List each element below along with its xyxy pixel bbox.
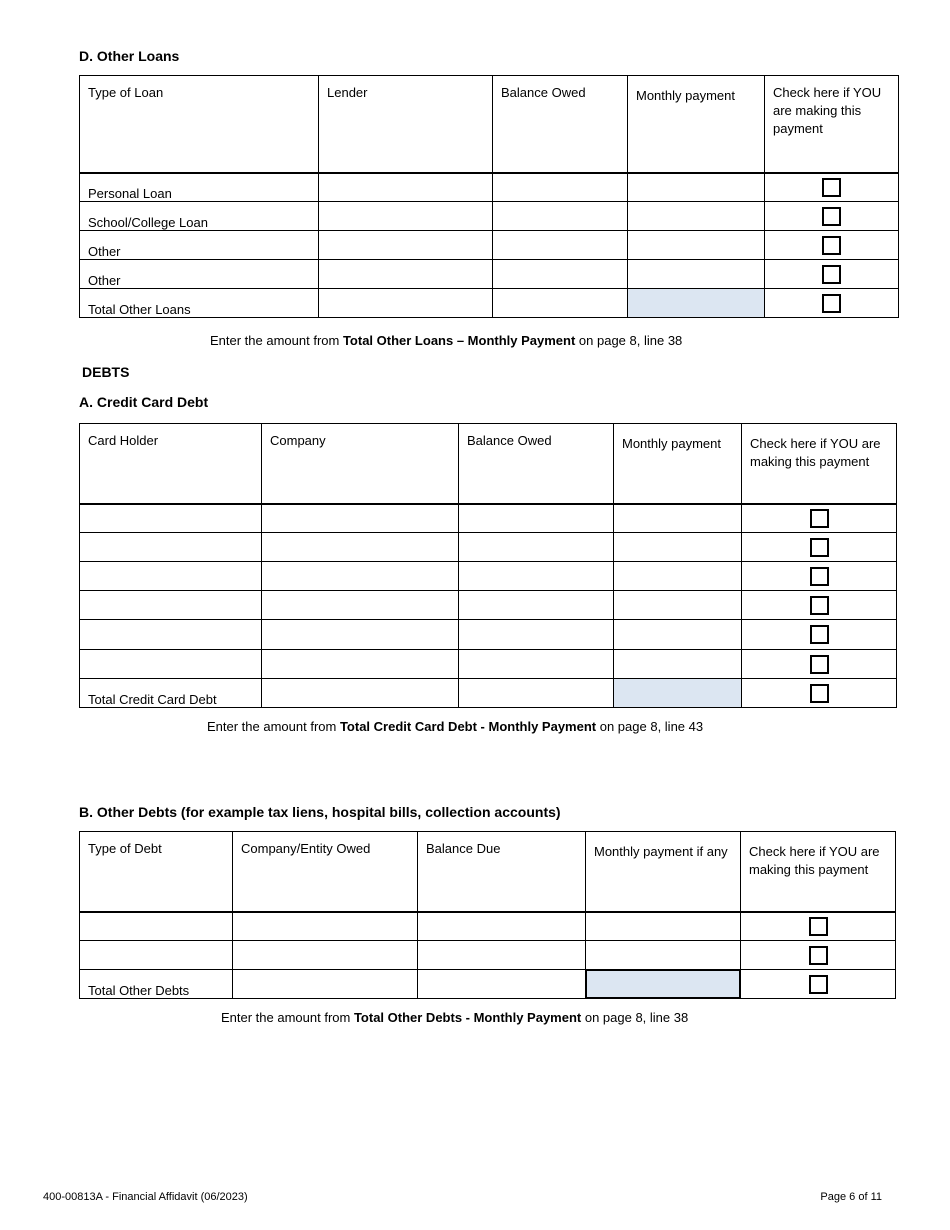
table-row bbox=[80, 620, 897, 650]
balance-cell[interactable] bbox=[459, 504, 614, 533]
balance-cell[interactable] bbox=[493, 289, 628, 318]
lender-cell[interactable] bbox=[319, 173, 493, 202]
balance-cell[interactable] bbox=[459, 650, 614, 679]
balance-cell[interactable] bbox=[459, 620, 614, 650]
other-loans-table bbox=[79, 75, 899, 318]
table-row bbox=[80, 650, 897, 679]
header-lender: Lender bbox=[319, 76, 493, 173]
table-row bbox=[80, 562, 897, 591]
monthly-payment-cell[interactable] bbox=[614, 562, 742, 591]
header-monthly-payment-if-any: Monthly payment if any bbox=[586, 832, 741, 912]
table-row bbox=[80, 912, 896, 941]
monthly-payment-cell[interactable] bbox=[628, 202, 765, 231]
card-holder-cell[interactable] bbox=[80, 650, 262, 679]
other-debts-table bbox=[79, 831, 896, 999]
total-label: Total Credit Card Debt bbox=[80, 679, 262, 708]
header-check-payment: Check here if YOU are making this payment bbox=[765, 76, 899, 173]
lender-cell[interactable] bbox=[319, 231, 493, 260]
payment-checkbox[interactable] bbox=[822, 236, 841, 255]
monthly-payment-cell[interactable] bbox=[628, 173, 765, 202]
payment-checkbox[interactable] bbox=[822, 294, 841, 313]
payment-checkbox[interactable] bbox=[810, 684, 829, 703]
other-loans-title: D. Other Loans bbox=[79, 48, 180, 64]
payment-checkbox[interactable] bbox=[809, 975, 828, 994]
company-entity-cell[interactable] bbox=[233, 912, 418, 941]
header-check-payment: Check here if YOU are making this payment bbox=[742, 424, 897, 504]
company-cell[interactable] bbox=[262, 650, 459, 679]
monthly-payment-cell[interactable] bbox=[614, 650, 742, 679]
payment-checkbox[interactable] bbox=[810, 538, 829, 557]
type-of-debt-cell[interactable] bbox=[80, 912, 233, 941]
balance-cell[interactable] bbox=[459, 591, 614, 620]
balance-cell[interactable] bbox=[459, 562, 614, 591]
type-of-debt-cell[interactable] bbox=[80, 941, 233, 970]
header-monthly-payment: Monthly payment bbox=[628, 76, 765, 173]
balance-due-cell[interactable] bbox=[418, 912, 586, 941]
header-monthly-payment: Monthly payment bbox=[614, 424, 742, 504]
balance-cell[interactable] bbox=[493, 260, 628, 289]
balance-cell[interactable] bbox=[459, 679, 614, 708]
payment-checkbox[interactable] bbox=[810, 596, 829, 615]
table-row bbox=[80, 231, 899, 260]
card-holder-cell[interactable] bbox=[80, 562, 262, 591]
company-cell[interactable] bbox=[262, 679, 459, 708]
table-row bbox=[80, 173, 899, 202]
monthly-payment-cell[interactable] bbox=[628, 231, 765, 260]
company-cell[interactable] bbox=[262, 562, 459, 591]
lender-cell[interactable] bbox=[319, 289, 493, 318]
other-debts-title: B. Other Debts (for example tax liens, hospital bills, collection accounts) bbox=[79, 804, 561, 820]
total-row bbox=[80, 289, 899, 318]
balance-due-cell[interactable] bbox=[418, 970, 586, 999]
header-company: Company bbox=[262, 424, 459, 504]
table-row bbox=[80, 591, 897, 620]
credit-card-title: A. Credit Card Debt bbox=[79, 394, 209, 410]
payment-checkbox[interactable] bbox=[809, 917, 828, 936]
balance-due-cell[interactable] bbox=[418, 941, 586, 970]
total-monthly-payment-cell[interactable] bbox=[586, 970, 741, 999]
card-holder-cell[interactable] bbox=[80, 620, 262, 650]
company-entity-cell[interactable] bbox=[233, 941, 418, 970]
total-monthly-payment-cell[interactable] bbox=[628, 289, 765, 318]
payment-checkbox[interactable] bbox=[810, 625, 829, 644]
other-loans-note: Enter the amount from Total Other Loans – Monthly Payment on page 8, line 38 bbox=[210, 333, 683, 348]
debts-heading: DEBTS bbox=[82, 364, 130, 380]
row-label: Personal Loan bbox=[80, 173, 319, 202]
balance-cell[interactable] bbox=[493, 231, 628, 260]
payment-checkbox[interactable] bbox=[822, 265, 841, 284]
company-entity-cell[interactable] bbox=[233, 970, 418, 999]
company-cell[interactable] bbox=[262, 504, 459, 533]
header-balance-owed: Balance Owed bbox=[493, 76, 628, 173]
monthly-payment-cell[interactable] bbox=[586, 912, 741, 941]
monthly-payment-cell[interactable] bbox=[614, 504, 742, 533]
table-row bbox=[80, 202, 899, 231]
page-number: Page 6 of 11 bbox=[820, 1191, 882, 1203]
monthly-payment-cell[interactable] bbox=[586, 941, 741, 970]
payment-checkbox[interactable] bbox=[810, 567, 829, 586]
total-label: Total Other Debts bbox=[80, 970, 233, 999]
company-cell[interactable] bbox=[262, 591, 459, 620]
row-label: School/College Loan bbox=[80, 202, 319, 231]
header-balance-owed: Balance Owed bbox=[459, 424, 614, 504]
card-holder-cell[interactable] bbox=[80, 504, 262, 533]
credit-card-table bbox=[79, 423, 897, 708]
total-monthly-payment-cell[interactable] bbox=[614, 679, 742, 708]
monthly-payment-cell[interactable] bbox=[614, 533, 742, 562]
card-holder-cell[interactable] bbox=[80, 533, 262, 562]
header-type-of-loan: Type of Loan bbox=[80, 76, 319, 173]
table-row bbox=[80, 504, 897, 533]
form-id: 400-00813A - Financial Affidavit (06/2023) bbox=[43, 1191, 248, 1203]
credit-card-note: Enter the amount from Total Credit Card Debt - Monthly Payment on page 8, line 43 bbox=[207, 719, 704, 734]
table-row bbox=[80, 941, 896, 970]
row-label: Other bbox=[80, 260, 319, 289]
monthly-payment-cell[interactable] bbox=[614, 620, 742, 650]
payment-checkbox[interactable] bbox=[822, 178, 841, 197]
balance-cell[interactable] bbox=[493, 173, 628, 202]
payment-checkbox[interactable] bbox=[822, 207, 841, 226]
header-balance-due: Balance Due bbox=[418, 832, 586, 912]
balance-cell[interactable] bbox=[459, 533, 614, 562]
card-holder-cell[interactable] bbox=[80, 591, 262, 620]
monthly-payment-cell[interactable] bbox=[614, 591, 742, 620]
header-card-holder: Card Holder bbox=[80, 424, 262, 504]
company-cell[interactable] bbox=[262, 620, 459, 650]
company-cell[interactable] bbox=[262, 533, 459, 562]
header-company-entity-owed: Company/Entity Owed bbox=[233, 832, 418, 912]
table-row bbox=[80, 533, 897, 562]
row-label: Other bbox=[80, 231, 319, 260]
total-label: Total Other Loans bbox=[80, 289, 319, 318]
total-row bbox=[80, 679, 897, 708]
total-row bbox=[80, 970, 896, 999]
header-check-payment: Check here if YOU are making this payment bbox=[741, 832, 896, 912]
lender-cell[interactable] bbox=[319, 260, 493, 289]
payment-checkbox[interactable] bbox=[809, 946, 828, 965]
lender-cell[interactable] bbox=[319, 202, 493, 231]
monthly-payment-cell[interactable] bbox=[628, 260, 765, 289]
payment-checkbox[interactable] bbox=[810, 655, 829, 674]
payment-checkbox[interactable] bbox=[810, 509, 829, 528]
table-row bbox=[80, 260, 899, 289]
balance-cell[interactable] bbox=[493, 202, 628, 231]
other-debts-note: Enter the amount from Total Other Debts - Monthly Payment on page 8, line 38 bbox=[221, 1010, 689, 1025]
header-type-of-debt: Type of Debt bbox=[80, 832, 233, 912]
